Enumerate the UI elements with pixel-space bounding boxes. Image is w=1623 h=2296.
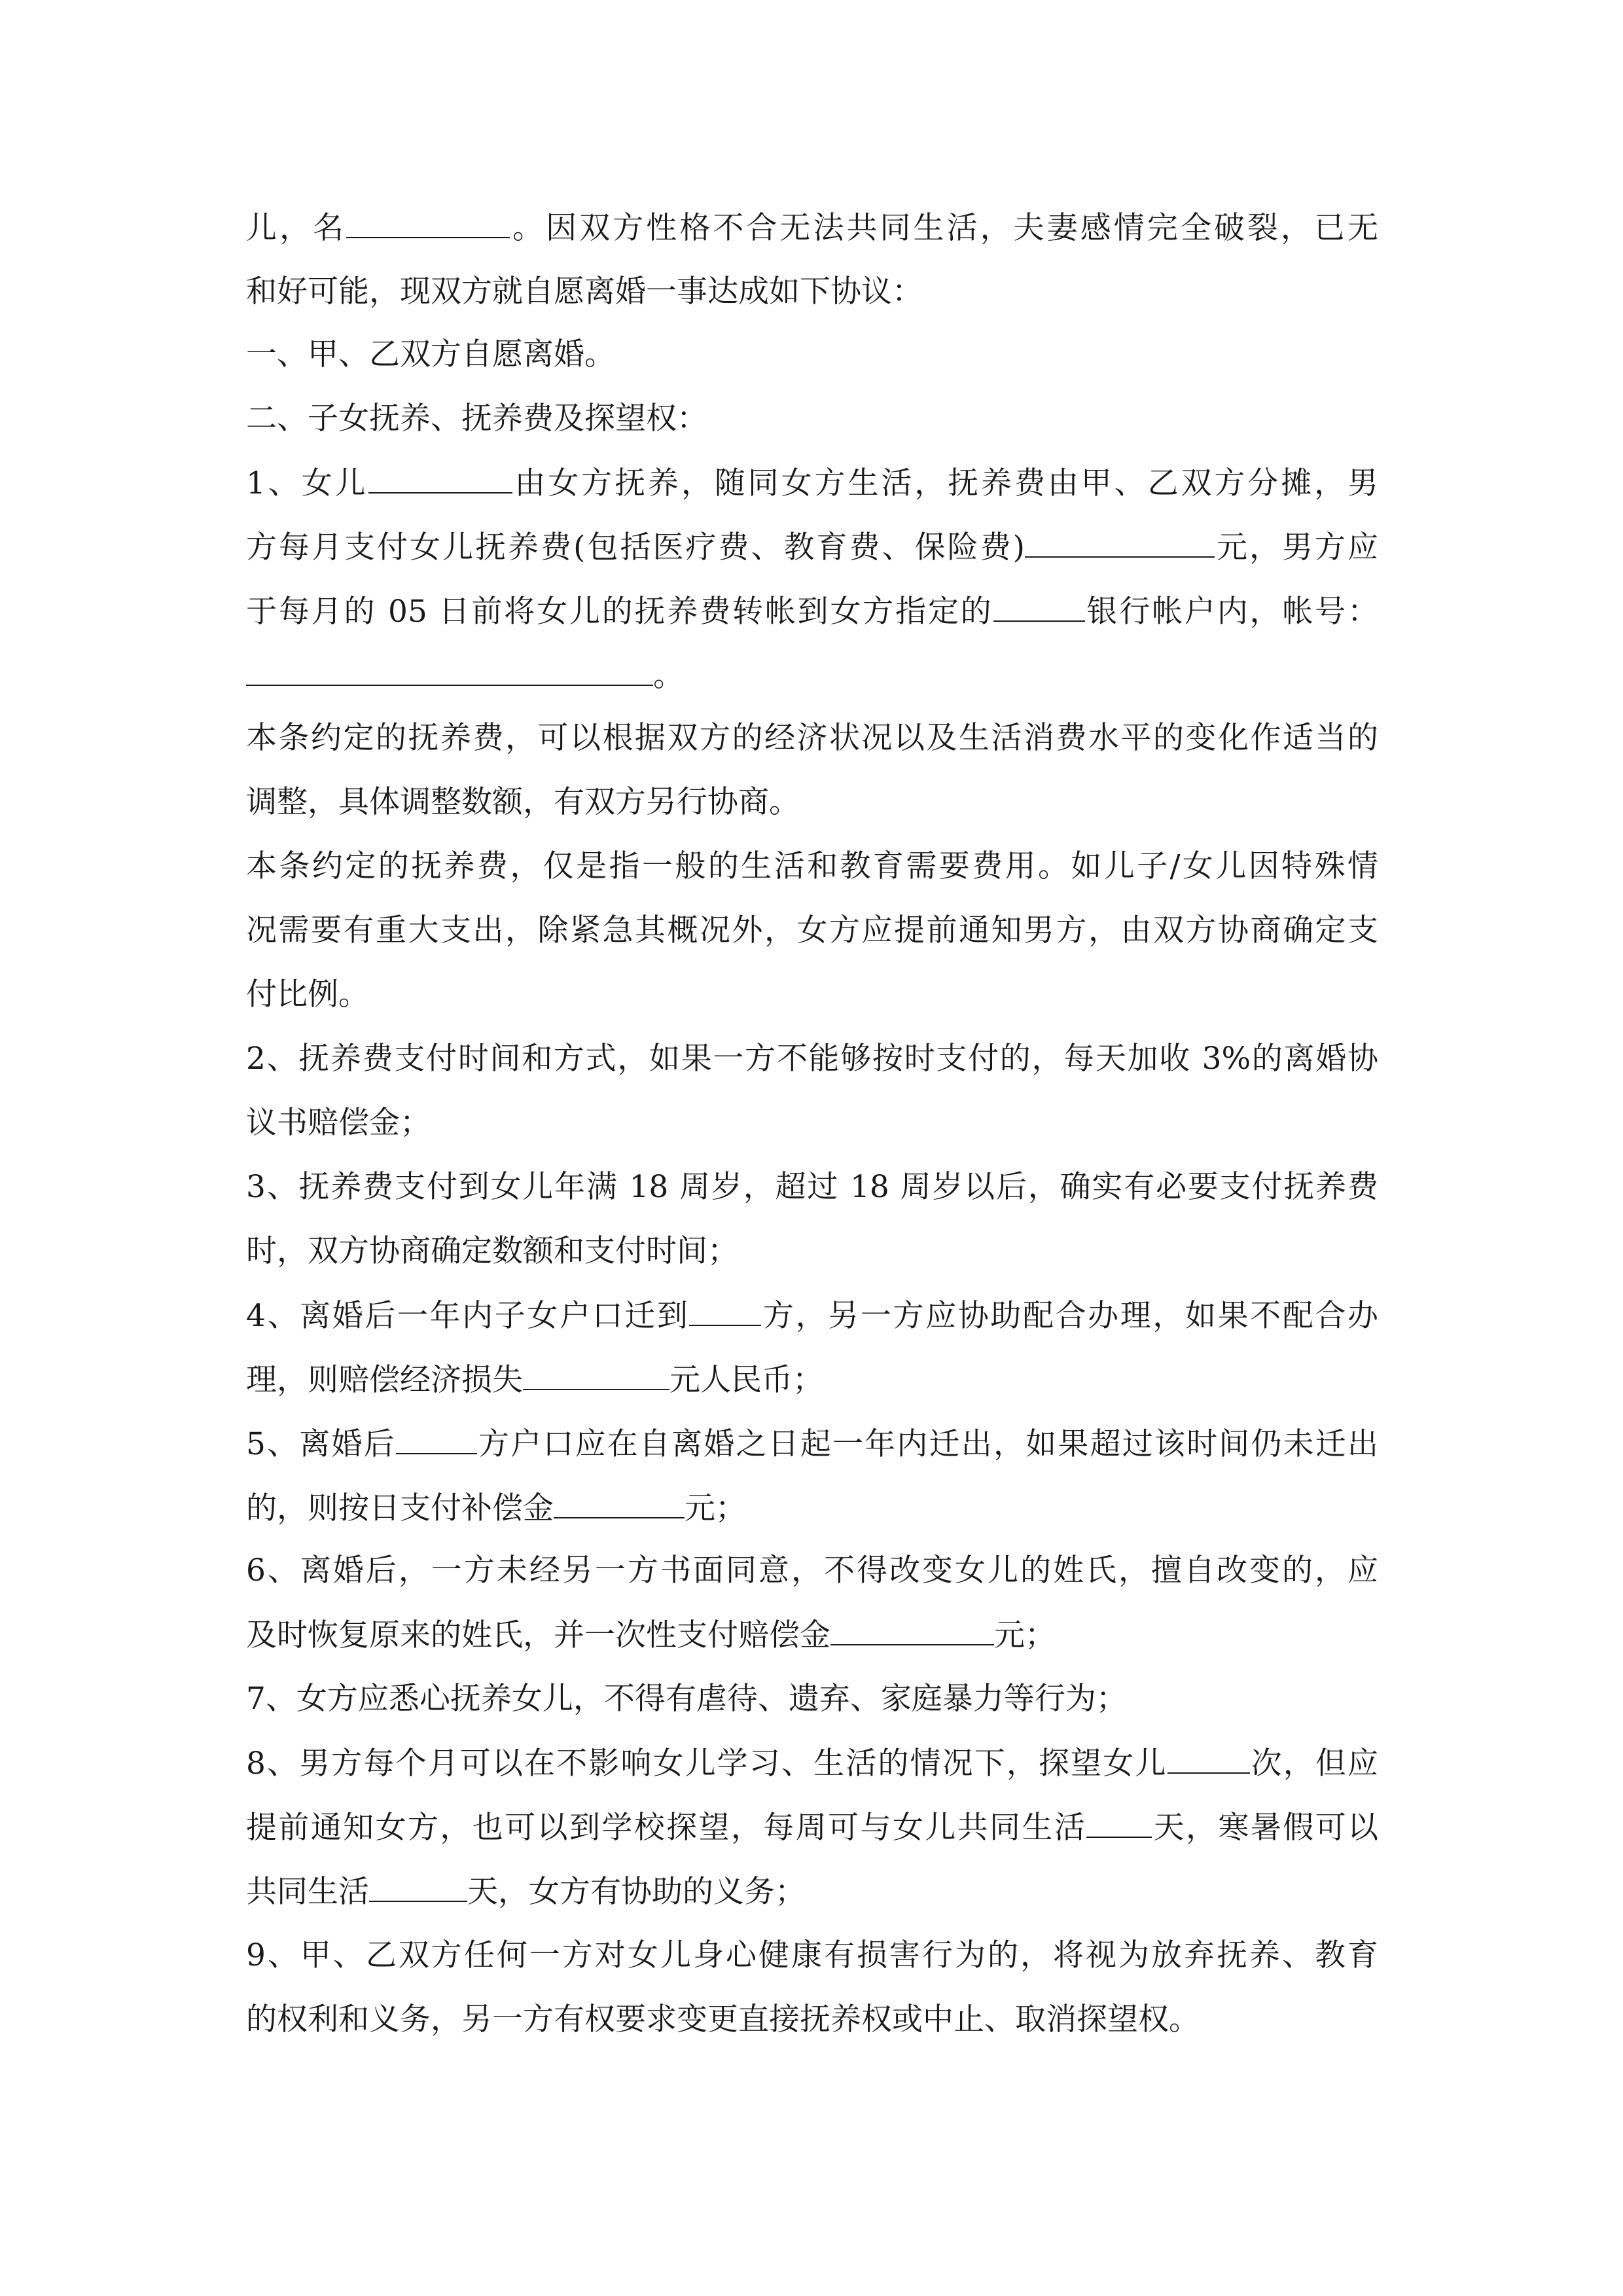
blank-weekly-days[interactable]: [1086, 1808, 1152, 1838]
text-line: 付比例。: [246, 977, 369, 1013]
text-line: 方每月支付女儿抚养费(包括医疗费、教育费、保险费) 元，男方应: [246, 528, 1378, 567]
blank-monthly-fee[interactable]: [1025, 528, 1215, 558]
text-line: 提前通知女方，也可以到学校探望，每周可与女儿共同生活 天，寒暑假可以: [246, 1808, 1378, 1847]
text-line: 。: [246, 656, 1378, 695]
text-line: 及时恢复原来的姓氏，并一次性支付赔偿金 元；: [246, 1615, 1378, 1655]
text-line: 共同生活 天，女方有协助的义务；: [246, 1872, 1378, 1911]
blank-daily-compensation[interactable]: [554, 1488, 685, 1518]
blank-hukou-party[interactable]: [689, 1296, 761, 1326]
blank-account-number[interactable]: [246, 656, 653, 686]
text-line: 况需要有重大支出，除紧急其概况外，女方应提前通知男方，由双方协商确定支: [246, 912, 1378, 948]
text-line: 本条约定的抚养费，仅是指一般的生活和教育需要费用。如儿子/女儿因特殊情: [246, 848, 1378, 884]
blank-compensation-amount[interactable]: [523, 1360, 669, 1390]
text-line: 时，双方协商确定数额和支付时间；: [246, 1233, 738, 1269]
blank-daughter[interactable]: [368, 463, 512, 493]
clause-2-item-3: 3、抚养费支付到女儿年满 18 周岁，超过 18 周岁以后，确实有必要支付抚养费: [246, 1169, 1378, 1205]
text-line: 本条约定的抚养费，可以根据双方的经济状况以及生活消费水平的变化作适当的: [246, 720, 1378, 756]
clause-2-item-6: 6、离婚后，一方未经另一方书面同意，不得改变女儿的姓氏，擅自改变的，应: [246, 1552, 1378, 1588]
blank-bank[interactable]: [993, 592, 1085, 622]
clause-2-item-4: 4、离婚后一年内子女户口迁到 方，另一方应协助配合办理，如果不配合办: [246, 1296, 1378, 1335]
clause-2-heading: 二、子女抚养、抚养费及探望权：: [246, 401, 707, 437]
clause-1: 一、甲、乙双方自愿离婚。: [246, 336, 615, 372]
text-line: 议书赔偿金；: [246, 1105, 431, 1141]
clause-2-item-7: 7、女方应悉心抚养女儿，不得有虐待、遗弃、家庭暴力等行为；: [246, 1681, 1127, 1717]
text-line: 于每月的 05 日前将女儿的抚养费转帐到女方指定的 银行帐户内，帐号：: [246, 592, 1378, 631]
clause-2-item-1: 1、女儿 由女方抚养，随同女方生活，抚养费由甲、乙双方分摊，男: [246, 463, 1378, 503]
clause-2-item-5: 5、离婚后 方户口应在自离婚之日起一年内迁出，如果超过该时间仍未迁出: [246, 1424, 1378, 1463]
text-line: 儿，名 。因双方性格不合无法共同生活，夫妻感情完全破裂，已无: [246, 208, 1378, 247]
blank-holiday-days[interactable]: [369, 1872, 467, 1902]
blank-visit-count[interactable]: [1168, 1744, 1250, 1774]
clause-2-item-9: 9、甲、乙双方任何一方对女儿身心健康有损害行为的，将视为放弃抚养、教育: [246, 1937, 1378, 1973]
text-line: 的权利和义务，另一方有权要求变更直接抚养权或中止、取消探望权。: [246, 2001, 1200, 2037]
blank-move-out-party[interactable]: [396, 1424, 477, 1454]
clause-2-item-2: 2、抚养费支付时间和方式，如果一方不能够按时支付的，每天加收 3%的离婚协: [246, 1041, 1378, 1077]
blank-surname-compensation[interactable]: [830, 1615, 994, 1645]
text-line: 的，则按日支付补偿金 元；: [246, 1488, 1378, 1528]
blank-daughter-name[interactable]: [346, 208, 510, 238]
text-line: 和好可能，现双方就自愿离婚一事达成如下协议：: [246, 274, 923, 310]
clause-2-item-8: 8、男方每个月可以在不影响女儿学习、生活的情况下，探望女儿 次，但应: [246, 1744, 1378, 1783]
text-line: 理，则赔偿经济损失 元人民币；: [246, 1360, 1378, 1399]
text-line: 调整，具体调整数额，有双方另行协商。: [246, 784, 800, 820]
